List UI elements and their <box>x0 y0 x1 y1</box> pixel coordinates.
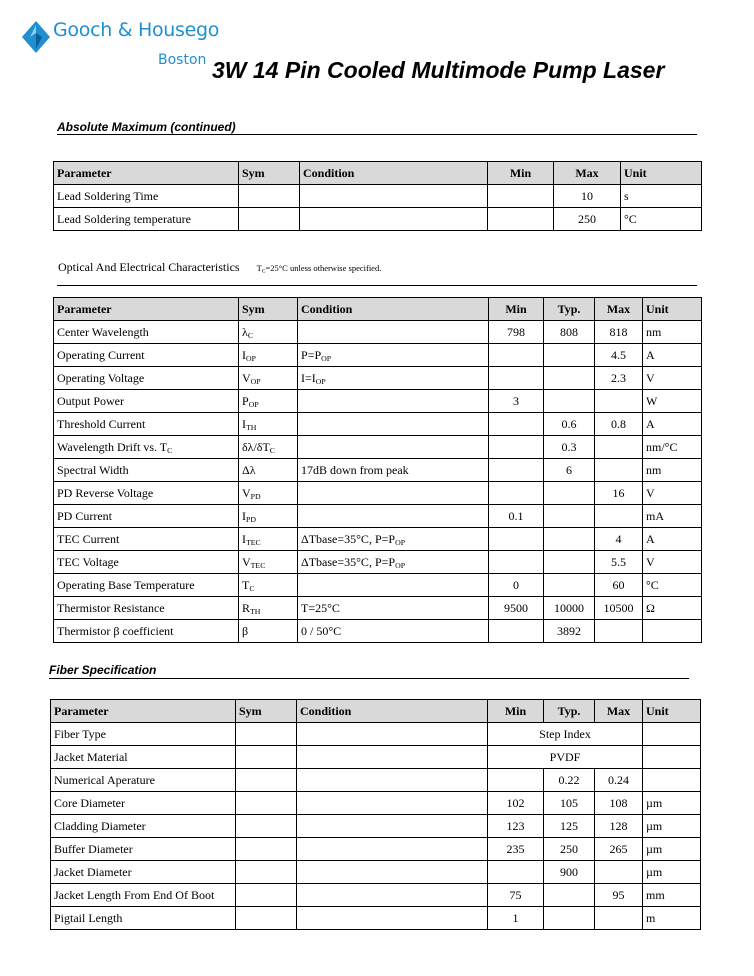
typ-cell <box>544 907 595 930</box>
column-header: Parameter <box>54 298 239 321</box>
typ-cell <box>544 367 595 390</box>
symbol-cell <box>236 907 297 930</box>
typ-cell: 0.6 <box>544 413 595 436</box>
optical-condition-note: $T_C=25^\circ C$ unless otherwise specified. <box>256 263 382 275</box>
max-cell: 16 <box>595 482 643 505</box>
table-header-row <box>51 700 701 723</box>
symbol-cell: $R_{TH}$ <box>239 597 298 620</box>
typ-cell: 10000 <box>544 597 595 620</box>
typ-cell <box>544 574 595 597</box>
column-header: Min <box>489 298 544 321</box>
table-header-row <box>54 162 702 185</box>
symbol-cell: $I_{PD}$ <box>239 505 298 528</box>
column-header: Unit <box>621 162 702 185</box>
typ-cell <box>544 344 595 367</box>
min-cell <box>488 769 544 792</box>
condition-cell <box>297 907 488 930</box>
typ-cell: 0.22 <box>544 769 595 792</box>
max-cell: 128 <box>595 815 643 838</box>
max-cell <box>595 459 643 482</box>
unit-cell: nm <box>643 459 702 482</box>
unit-cell <box>643 620 702 643</box>
min-cell: 9500 <box>489 597 544 620</box>
symbol-cell <box>236 838 297 861</box>
typ-cell: 900 <box>544 861 595 884</box>
symbol-cell: $\lambda_C$ <box>239 321 298 344</box>
symbol-cell <box>239 185 300 208</box>
unit-cell: V <box>643 367 702 390</box>
symbol-cell: $P_{OP}$ <box>239 390 298 413</box>
condition-cell <box>297 792 488 815</box>
unit-cell: °C <box>621 208 702 231</box>
max-cell <box>595 436 643 459</box>
max-cell <box>595 861 643 884</box>
table-header-row <box>54 298 702 321</box>
value-span-cell: PVDF <box>488 746 643 769</box>
value-span-cell: Step Index <box>488 723 643 746</box>
typ-cell: 125 <box>544 815 595 838</box>
typ-cell <box>544 528 595 551</box>
condition-cell <box>297 815 488 838</box>
min-cell <box>489 367 544 390</box>
condition-cell <box>297 884 488 907</box>
condition-cell: T=25°C <box>298 597 489 620</box>
min-cell <box>489 459 544 482</box>
parameter-cell: Wavelength Drift vs. $T_C$ <box>54 436 239 459</box>
table-row <box>54 528 702 551</box>
table-row <box>54 436 702 459</box>
typ-cell <box>544 884 595 907</box>
min-cell: 235 <box>488 838 544 861</box>
table-row <box>54 459 702 482</box>
symbol-cell <box>236 746 297 769</box>
min-cell <box>489 482 544 505</box>
table-row <box>54 208 702 231</box>
symbol-cell <box>236 815 297 838</box>
parameter-cell: Core Diameter <box>51 792 236 815</box>
parameter-cell: Threshold Current <box>54 413 239 436</box>
table-row <box>51 815 701 838</box>
parameter-cell: Cladding Diameter <box>51 815 236 838</box>
column-header: Parameter <box>51 700 236 723</box>
min-cell <box>489 344 544 367</box>
min-cell: 123 <box>488 815 544 838</box>
table-row <box>51 838 701 861</box>
unit-cell: A <box>643 413 702 436</box>
condition-cell <box>297 746 488 769</box>
table-row <box>51 769 701 792</box>
condition-cell: $P=P_{OP}$ <box>298 344 489 367</box>
table-row <box>54 413 702 436</box>
column-header: Typ. <box>544 700 595 723</box>
min-cell <box>488 185 554 208</box>
symbol-cell <box>236 861 297 884</box>
unit-cell <box>643 723 701 746</box>
unit-cell <box>643 769 701 792</box>
fiber-specification-table <box>50 699 701 930</box>
parameter-cell: Lead Soldering Time <box>54 185 239 208</box>
typ-cell <box>544 390 595 413</box>
max-cell: 10500 <box>595 597 643 620</box>
min-cell: 0.1 <box>489 505 544 528</box>
min-cell <box>489 436 544 459</box>
page-title: 3W 14 Pin Cooled Multimode Pump Laser <box>212 57 665 83</box>
max-cell <box>595 505 643 528</box>
max-cell <box>595 620 643 643</box>
column-header: Unit <box>643 700 701 723</box>
unit-cell: µm <box>643 861 701 884</box>
max-cell: 0.24 <box>595 769 643 792</box>
condition-cell: $I=I_{OP}$ <box>298 367 489 390</box>
symbol-cell: $\delta\lambda/\delta T_C$ <box>239 436 298 459</box>
symbol-cell <box>236 792 297 815</box>
symbol-cell: $V_{TEC}$ <box>239 551 298 574</box>
parameter-cell: Numerical Aperature <box>51 769 236 792</box>
column-header: Unit <box>643 298 702 321</box>
max-cell <box>595 907 643 930</box>
fiber-rule <box>49 678 689 679</box>
column-header: Sym <box>239 298 298 321</box>
absolute-maximum-table <box>53 161 702 231</box>
max-cell: 108 <box>595 792 643 815</box>
parameter-cell: TEC Current <box>54 528 239 551</box>
table-row <box>54 185 702 208</box>
condition-cell <box>297 861 488 884</box>
parameter-cell: TEC Voltage <box>54 551 239 574</box>
condition-cell: ΔTbase=35°C, $P=P_{OP}$ <box>298 528 489 551</box>
min-cell <box>488 861 544 884</box>
min-cell: 75 <box>488 884 544 907</box>
table-row <box>51 884 701 907</box>
unit-cell: m <box>643 907 701 930</box>
max-cell: 2.3 <box>595 367 643 390</box>
table-row <box>54 574 702 597</box>
typ-cell: 250 <box>544 838 595 861</box>
typ-cell <box>544 482 595 505</box>
symbol-cell: Δλ <box>239 459 298 482</box>
min-cell <box>489 413 544 436</box>
condition-cell <box>298 505 489 528</box>
parameter-cell: Thermistor β coefficient <box>54 620 239 643</box>
abs-max-rule <box>57 134 697 135</box>
typ-cell: 3892 <box>544 620 595 643</box>
column-header: Condition <box>297 700 488 723</box>
symbol-cell <box>236 723 297 746</box>
unit-cell: V <box>643 551 702 574</box>
column-header: Parameter <box>54 162 239 185</box>
table-row <box>54 551 702 574</box>
condition-cell <box>297 723 488 746</box>
table-row <box>51 723 701 746</box>
condition-cell <box>298 482 489 505</box>
parameter-cell: Center Wavelength <box>54 321 239 344</box>
table-row <box>54 367 702 390</box>
parameter-cell: Jacket Diameter <box>51 861 236 884</box>
typ-cell: 808 <box>544 321 595 344</box>
typ-cell: 105 <box>544 792 595 815</box>
unit-cell: mm <box>643 884 701 907</box>
min-cell <box>488 208 554 231</box>
parameter-cell: Spectral Width <box>54 459 239 482</box>
table-row <box>54 597 702 620</box>
condition-cell: ΔTbase=35°C, $P=P_{OP}$ <box>298 551 489 574</box>
optical-rule <box>57 285 697 286</box>
parameter-cell: Thermistor Resistance <box>54 597 239 620</box>
max-cell <box>595 390 643 413</box>
unit-cell: W <box>643 390 702 413</box>
unit-cell: s <box>621 185 702 208</box>
column-header: Condition <box>300 162 488 185</box>
table-row <box>51 746 701 769</box>
parameter-cell: Buffer Diameter <box>51 838 236 861</box>
condition-cell <box>298 574 489 597</box>
condition-cell: 17dB down from peak <box>298 459 489 482</box>
symbol-cell: $I_{OP}$ <box>239 344 298 367</box>
symbol-cell <box>236 884 297 907</box>
logo-diamond-icon <box>21 20 51 54</box>
table-row <box>51 792 701 815</box>
column-header: Max <box>595 298 643 321</box>
table-row <box>54 505 702 528</box>
fiber-heading: Fiber Specification <box>49 663 157 677</box>
max-cell: 0.8 <box>595 413 643 436</box>
parameter-cell: Jacket Length From End Of Boot <box>51 884 236 907</box>
unit-cell: µm <box>643 815 701 838</box>
condition-cell <box>297 838 488 861</box>
condition-cell <box>297 769 488 792</box>
table-row <box>54 321 702 344</box>
column-header: Min <box>488 162 554 185</box>
table-row <box>51 907 701 930</box>
table-row <box>54 390 702 413</box>
max-cell: 250 <box>554 208 621 231</box>
min-cell: 102 <box>488 792 544 815</box>
column-header: Sym <box>239 162 300 185</box>
unit-cell: µm <box>643 838 701 861</box>
parameter-cell: Jacket Material <box>51 746 236 769</box>
typ-cell: 0.3 <box>544 436 595 459</box>
parameter-cell: Operating Voltage <box>54 367 239 390</box>
min-cell: 3 <box>489 390 544 413</box>
typ-cell <box>544 551 595 574</box>
parameter-cell: Pigtail Length <box>51 907 236 930</box>
unit-cell: A <box>643 344 702 367</box>
min-cell <box>489 528 544 551</box>
optical-electrical-table <box>53 297 702 643</box>
min-cell: 1 <box>488 907 544 930</box>
condition-cell <box>300 208 488 231</box>
unit-cell: nm <box>643 321 702 344</box>
condition-cell <box>300 185 488 208</box>
parameter-cell: PD Reverse Voltage <box>54 482 239 505</box>
max-cell: 60 <box>595 574 643 597</box>
min-cell <box>489 551 544 574</box>
abs-max-heading: Absolute Maximum (continued) <box>57 120 236 134</box>
parameter-cell: Fiber Type <box>51 723 236 746</box>
company-location: Boston <box>158 52 207 68</box>
condition-cell: 0 / 50°C <box>298 620 489 643</box>
symbol-cell: $I_{TH}$ <box>239 413 298 436</box>
max-cell: 10 <box>554 185 621 208</box>
parameter-cell: Lead Soldering temperature <box>54 208 239 231</box>
column-header: Typ. <box>544 298 595 321</box>
max-cell: 265 <box>595 838 643 861</box>
symbol-cell: $T_C$ <box>239 574 298 597</box>
unit-cell: V <box>643 482 702 505</box>
parameter-cell: PD Current <box>54 505 239 528</box>
table-row <box>51 861 701 884</box>
condition-cell <box>298 436 489 459</box>
condition-cell <box>298 413 489 436</box>
unit-cell: nm/°C <box>643 436 702 459</box>
max-cell: 4.5 <box>595 344 643 367</box>
column-header: Sym <box>236 700 297 723</box>
min-cell: 798 <box>489 321 544 344</box>
unit-cell: µm <box>643 792 701 815</box>
symbol-cell: $I_{TEC}$ <box>239 528 298 551</box>
condition-cell <box>298 321 489 344</box>
company-name: Gooch & Housego <box>53 19 220 41</box>
column-header: Max <box>554 162 621 185</box>
parameter-cell: Operating Current <box>54 344 239 367</box>
symbol-cell: β <box>239 620 298 643</box>
company-logo <box>21 17 221 77</box>
unit-cell: A <box>643 528 702 551</box>
unit-cell <box>643 746 701 769</box>
table-row <box>54 620 702 643</box>
typ-cell <box>544 505 595 528</box>
condition-cell <box>298 390 489 413</box>
column-header: Condition <box>298 298 489 321</box>
parameter-cell: Operating Base Temperature <box>54 574 239 597</box>
min-cell <box>489 620 544 643</box>
min-cell: 0 <box>489 574 544 597</box>
typ-cell: 6 <box>544 459 595 482</box>
symbol-cell: $V_{PD}$ <box>239 482 298 505</box>
max-cell: 818 <box>595 321 643 344</box>
symbol-cell <box>236 769 297 792</box>
column-header: Max <box>595 700 643 723</box>
symbol-cell: $V_{OP}$ <box>239 367 298 390</box>
unit-cell: Ω <box>643 597 702 620</box>
optical-heading <box>58 260 381 275</box>
table-row <box>54 344 702 367</box>
column-header: Min <box>488 700 544 723</box>
max-cell: 95 <box>595 884 643 907</box>
unit-cell: mA <box>643 505 702 528</box>
table-row <box>54 482 702 505</box>
symbol-cell <box>239 208 300 231</box>
max-cell: 5.5 <box>595 551 643 574</box>
parameter-cell: Output Power <box>54 390 239 413</box>
max-cell: 4 <box>595 528 643 551</box>
unit-cell: °C <box>643 574 702 597</box>
optical-heading-text: Optical And Electrical Characteristics <box>58 260 240 274</box>
